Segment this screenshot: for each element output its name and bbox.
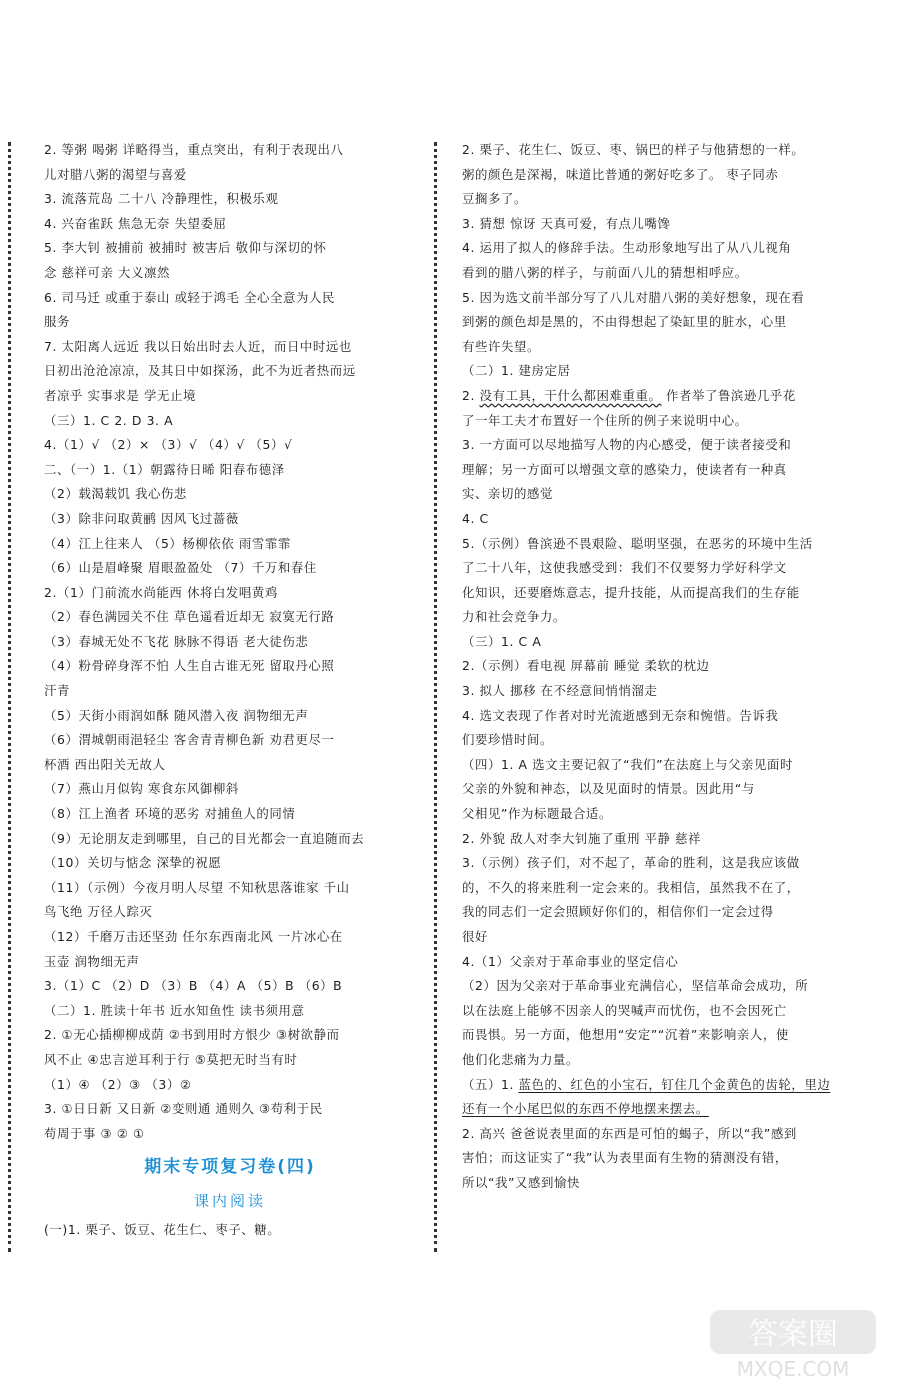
answer-line — [44, 704, 416, 729]
answer-text: 5. 因为选文前半部分写了八儿对腊八粥的美好想象，现在看 — [462, 289, 805, 305]
answer-text: 2. 等粥 喝粥 详略得当，重点突出，有利于表现出八 — [44, 142, 344, 157]
answer-line — [44, 236, 416, 261]
answer-line — [44, 384, 416, 409]
answer-text: 3. 猜想 惊讶 天真可爱，有点儿嘴馋 — [462, 215, 671, 231]
answer-text: 3.（示例）孩子们，对不起了，革命的胜利，这是我应该做 — [462, 855, 800, 871]
answer-line — [462, 802, 834, 827]
answer-text: 2. 栗子、花生仁、饭豆、枣、锅巴的样子与他猜想的一样。 — [462, 142, 805, 157]
answer-text: （12）千磨万击还坚劲 任尔东西南北风 一片冰心在 — [44, 929, 343, 944]
answer-text: 日初出沧沧凉凉，及其日中如探汤，此不为近者热而远 — [44, 363, 356, 379]
answer-text: 害怕；而这证实了“我”认为表里面有生物的猜测没有错， — [462, 1150, 788, 1166]
answer-line — [462, 630, 834, 655]
answer-text: 到粥的颜色却是黑的，不由得想起了染缸里的脏水，心里 — [462, 314, 787, 330]
answer-line — [44, 286, 416, 311]
answer-text-continued: 作者举了鲁滨逊几乎花 — [661, 387, 796, 403]
answer-line — [44, 654, 416, 679]
answer-line — [462, 409, 834, 434]
answer-text: 者凉乎 实事求是 学无止境 — [44, 387, 196, 403]
answer-line — [44, 728, 416, 753]
answer-line — [44, 556, 416, 581]
answer-line — [44, 630, 416, 655]
answer-line — [44, 802, 416, 827]
answer-text: 的，不久的将来胜利一定会来的。我相信，虽然我不在了， — [462, 879, 800, 895]
watermark-logo — [708, 1308, 878, 1380]
answer-line — [44, 876, 416, 901]
answer-line — [44, 458, 416, 483]
answer-text: 4.（1）父亲对于革命事业的坚定信心 — [462, 953, 679, 969]
answer-text: （10）关切与惦念 深挚的祝愿 — [44, 855, 222, 871]
answer-text: （2）因为父亲对于革命事业充满信心，坚信革命会成功，所 — [462, 978, 809, 994]
answer-text: 3.（1）C （2）D （3）B （4）A （5）B （6）B — [44, 978, 343, 994]
answer-line — [462, 851, 834, 876]
answer-text: 玉壶 润物细无声 — [44, 953, 140, 969]
answer-text: 2.（1）门前流水尚能西 休将白发唱黄鸡 — [44, 584, 278, 600]
answer-text: 他们化悲痛为力量。 — [462, 1051, 579, 1067]
answer-line — [462, 1073, 834, 1098]
answer-text: 父亲的外貌和神态，以及见面时的情景。因此用“与 — [462, 781, 755, 797]
answer-text: （三）1. C A — [462, 633, 542, 649]
answer-text: （1）④ （2）③ （3）② — [44, 1076, 192, 1092]
answer-line — [44, 1122, 416, 1147]
watermark-bottom-text: MXQE.COM — [736, 1357, 850, 1380]
answer-line — [44, 777, 416, 802]
wavy-underlined-text: 没有工具，干什么都困难重重。 — [479, 387, 662, 403]
answer-text: 4. 兴奋雀跃 焦急无奈 失望委屈 — [44, 215, 227, 231]
answer-text: （4）粉骨碎身浑不怕 人生自古谁无死 留取丹心照 — [44, 658, 335, 674]
answer-line — [44, 310, 416, 335]
answer-text: 2. 外貌 敌人对李大钊施了重刑 平静 慈祥 — [462, 830, 702, 846]
answer-line — [462, 384, 834, 409]
answer-text: 3. 流落荒岛 二十八 冷静理性，积极乐观 — [44, 191, 279, 207]
answer-line — [462, 974, 834, 999]
answer-line — [462, 286, 834, 311]
answer-text: （2）春色满园关不住 草色遥看近却无 寂寞无行路 — [44, 609, 335, 625]
answer-text: （6）山是眉峰聚 眉眼盈盈处 （7）千万和春住 — [44, 560, 317, 576]
answer-line — [44, 1023, 416, 1048]
answer-line — [462, 950, 834, 975]
answer-line — [462, 556, 834, 581]
answer-text: 5.（示例）鲁滨逊不畏艰险、聪明坚强，在恶劣的环境中生活 — [462, 535, 813, 551]
answer-text: 有些许失望。 — [462, 338, 540, 354]
answer-line — [462, 1023, 834, 1048]
answer-line — [44, 900, 416, 925]
answer-text: 风不止 ④忠言逆耳利于行 ⑤莫把无时当有时 — [44, 1051, 298, 1067]
answer-text: 豆搁多了。 — [462, 191, 527, 207]
answer-line — [462, 335, 834, 360]
answer-text: （5）天街小雨润如酥 随风潜入夜 润物细无声 — [44, 707, 309, 723]
underlined-text: 还有一个小尾巴似的东西不停地摆来摆去。 — [462, 1101, 709, 1117]
answer-text: 力和社会竞争力。 — [462, 609, 566, 625]
answer-text: 很好 — [462, 929, 488, 944]
answer-text: 汗青 — [44, 683, 70, 699]
answer-text: （3）春城无处不飞花 脉脉不得语 老大徒伤悲 — [44, 633, 309, 649]
center-dotted-divider — [434, 142, 437, 1252]
answer-text: 看到的腊八粥的样子，与前面八儿的猜想相呼应。 — [462, 264, 748, 280]
answer-text: （2）载渴载饥 我心伤悲 — [44, 486, 187, 502]
answer-line — [44, 507, 416, 532]
answer-text: （二）1. 建房定居 — [462, 363, 571, 379]
answer-text: 6. 司马迁 或重于泰山 或轻于鸿毛 全心全意为人民 — [44, 289, 335, 305]
answer-text: 父相见”作为标题最合适。 — [462, 806, 612, 822]
answer-line — [44, 950, 416, 975]
section-subtitle: 课内阅读 — [193, 1192, 266, 1211]
right-column — [462, 138, 834, 1196]
answer-line — [462, 532, 834, 557]
answer-line — [462, 900, 834, 925]
answer-line — [462, 236, 834, 261]
answer-line — [462, 753, 834, 778]
left-column — [44, 138, 416, 1243]
answer-line — [462, 777, 834, 802]
answer-text: 粥的颜色是深褐，味道比普通的粥好吃多了。 枣子同赤 — [462, 166, 779, 182]
answer-line — [44, 925, 416, 950]
answer-line — [44, 261, 416, 286]
answer-text: （四）1. A 选文主要记叙了“我们”在法庭上与父亲见面时 — [462, 756, 794, 772]
answer-text: （7）燕山月似钩 寒食东风御柳斜 — [44, 781, 239, 797]
answer-text: 们要珍惜时间。 — [462, 732, 553, 748]
answer-line — [462, 458, 834, 483]
answer-line — [462, 482, 834, 507]
answer-line — [462, 679, 834, 704]
answer-line — [462, 654, 834, 679]
answer-line — [44, 187, 416, 212]
answer-line — [462, 163, 834, 188]
answer-text: 所以“我”又感到愉快 — [462, 1174, 580, 1190]
answer-text: 5. 李大钊 被捕前 被捕时 被害后 敬仰与深切的怀 — [44, 240, 327, 256]
answer-text: 4. C — [462, 510, 489, 526]
answer-text: 以在法庭上能够不因亲人的哭喊声而忧伤，也不会因死亡 — [462, 1002, 787, 1018]
answer-text: 4.（1）√ （2）× （3）√ （4）√ （5）√ — [44, 437, 293, 453]
underlined-text: 蓝色的、红色的小宝石，钉住几个金黄色的齿轮，里边 — [518, 1076, 831, 1092]
answer-line — [44, 581, 416, 606]
answer-text: 3. 拟人 挪移 在不经意间悄悄溜走 — [462, 683, 658, 699]
answer-line — [44, 851, 416, 876]
answer-line — [44, 974, 416, 999]
answer-text: 杯酒 西出阳关无故人 — [44, 756, 166, 772]
answer-text: 2. ①无心插柳柳成荫 ②书到用时方恨少 ③树欲静而 — [44, 1027, 340, 1043]
answer-text: 鸟飞绝 万径人踪灭 — [44, 904, 153, 920]
answer-line — [44, 212, 416, 237]
answer-text: 念 慈祥可亲 大义凛然 — [44, 264, 170, 280]
answer-line — [462, 212, 834, 237]
answer-line — [44, 359, 416, 384]
answer-text: 4. 运用了拟人的修辞手法。生动形象地写出了从八儿视角 — [462, 240, 792, 256]
answer-line — [44, 1073, 416, 1098]
answer-line — [462, 999, 834, 1024]
answer-line — [462, 1122, 834, 1147]
answer-text: （6）渭城朝雨浥轻尘 客舍青青柳色新 劝君更尽一 — [44, 732, 335, 748]
answer-line — [44, 999, 416, 1024]
answer-text: 2. 高兴 爸爸说表里面的东西是可怕的蝎子，所以“我”感到 — [462, 1125, 797, 1141]
answer-line — [462, 433, 834, 458]
answer-line — [44, 482, 416, 507]
answer-text: （11）（示例）今夜月明人尽望 不知秋思落谁家 千山 — [44, 879, 350, 895]
answer-text: （9）无论朋友走到哪里，自己的目光都会一直追随而去 — [44, 830, 365, 846]
answer-line — [462, 1048, 834, 1073]
answer-text: 了二十八年，这使我感受到：我们不仅要努力学好科学文 — [462, 560, 787, 576]
answer-line — [44, 335, 416, 360]
answer-line — [462, 704, 834, 729]
answer-text: 二、（一）1.（1）朝露待日晞 阳春布德泽 — [44, 461, 285, 477]
answer-text: 2. — [462, 387, 480, 403]
answer-text: 苟周于事 ③ ② ① — [44, 1125, 145, 1141]
left-margin-dotted-line — [8, 142, 11, 1252]
answer-text: 3. 一方面可以尽地描写人物的内心感受，便于读者接受和 — [462, 437, 792, 453]
answer-line — [462, 728, 834, 753]
answer-text: 3. ①日日新 又日新 ②变则通 通则久 ③苟利于民 — [44, 1101, 323, 1117]
answer-line — [44, 409, 416, 434]
answer-text: 了一年工夫才布置好一个住所的例子来说明中心。 — [462, 412, 748, 428]
answer-text: 服务 — [44, 314, 70, 330]
watermark-top-text: 答案圈 — [748, 1317, 838, 1352]
answer-line: (一)1. 栗子、饭豆、花生仁、枣子、糖。 — [44, 1222, 281, 1238]
answer-line — [462, 359, 834, 384]
answer-line — [462, 876, 834, 901]
answer-text: （3）除非问取黄鹂 因风飞过蔷薇 — [44, 510, 239, 526]
answer-text: 化知识，还要磨炼意志，提升技能，从而提高我们的生存能 — [462, 584, 800, 600]
answer-line — [462, 925, 834, 950]
answer-line — [44, 138, 416, 163]
answer-text: （4）江上往来人 （5）杨柳依依 雨雪霏霏 — [44, 535, 291, 551]
answer-line — [462, 581, 834, 606]
answer-line — [44, 605, 416, 630]
answer-line — [462, 1171, 834, 1196]
answer-line — [44, 163, 416, 188]
answer-line — [462, 261, 834, 286]
answer-text: 7. 太阳离人远近 我以日始出时去人近，而日中时远也 — [44, 338, 352, 354]
answer-line — [462, 138, 834, 163]
answer-line — [44, 532, 416, 557]
answer-line — [462, 827, 834, 852]
answer-line — [462, 605, 834, 630]
answer-line — [462, 1146, 834, 1171]
answer-line — [462, 310, 834, 335]
answer-line — [462, 1097, 834, 1122]
answer-text: （三）1. C 2. D 3. A — [44, 412, 174, 428]
section-title: 期末专项复习卷(四) — [144, 1157, 316, 1178]
answer-line — [462, 187, 834, 212]
answer-text: 我的同志们一定会照顾好你们的，相信你们一定会过得 — [462, 904, 774, 920]
answer-text: （8）江上渔者 环境的恶劣 对捕鱼人的同情 — [44, 806, 296, 822]
answer-text: 4. 选文表现了作者对时光流逝感到无奈和惋惜。告诉我 — [462, 707, 779, 723]
answer-line — [462, 507, 834, 532]
answer-text: 儿对腊八粥的渴望与喜爱 — [44, 166, 187, 182]
answer-line — [44, 433, 416, 458]
answer-text: 而畏惧。另一方面，他想用“安定”“沉着”来影响亲人，使 — [462, 1027, 789, 1043]
answer-line — [44, 753, 416, 778]
answer-line — [44, 827, 416, 852]
answer-text: 理解；另一方面可以增强文章的感染力，使读者有一种真 — [462, 461, 787, 477]
answer-text: 实、亲切的感觉 — [462, 486, 553, 502]
answer-line — [44, 679, 416, 704]
answer-line — [44, 1097, 416, 1122]
answer-line — [44, 1048, 416, 1073]
answer-text: （五）1. — [462, 1076, 519, 1092]
answer-text: （二）1. 胜读十年书 近水知鱼性 读书须用意 — [44, 1002, 305, 1018]
answer-text: 2.（示例）看电视 屏幕前 睡觉 柔软的枕边 — [462, 658, 710, 674]
